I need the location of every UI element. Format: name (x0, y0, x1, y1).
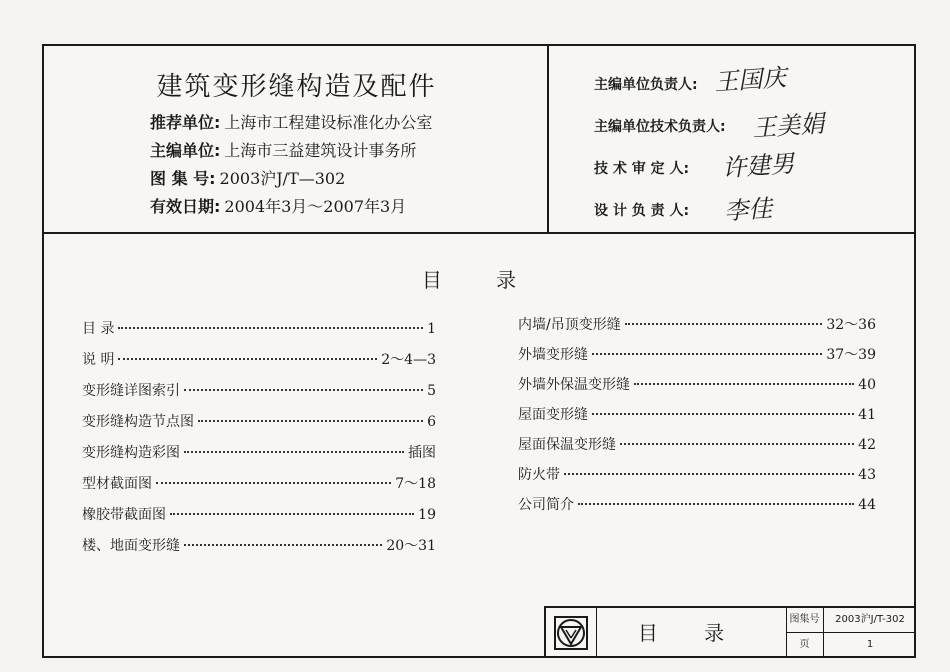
meta-recommending-unit (150, 110, 432, 133)
toc-entry-label: 橡胶带截面图 (82, 507, 166, 524)
toc-title: 目 录 (421, 268, 541, 292)
leader-dots (592, 338, 822, 355)
toc-entry[interactable] (82, 440, 436, 462)
header-divider (44, 232, 914, 234)
toc-entry-page: 1 (427, 321, 436, 338)
toc-entry[interactable] (82, 502, 436, 524)
page-label: 页 (786, 633, 824, 658)
leader-dots (592, 398, 854, 415)
toc-entry-page: 20～31 (386, 538, 436, 555)
leader-dots (156, 467, 391, 484)
signature-design-lead (594, 200, 689, 220)
meta-key: 推荐单位: (150, 113, 221, 132)
toc-entry[interactable] (518, 402, 876, 424)
document-title: 建筑变形缝构造及配件 (156, 72, 437, 102)
toc-entry-label: 变形缝构造彩图 (82, 445, 180, 462)
title-block-logo-cell (546, 608, 597, 658)
meta-atlas-number (150, 166, 345, 189)
toc-entry[interactable] (82, 347, 436, 369)
toc-entry-page: 37～39 (826, 347, 876, 364)
toc-entry-page: 32～36 (826, 317, 876, 334)
handwritten-signature: 王美娟 (751, 109, 826, 143)
toc-entry[interactable] (518, 492, 876, 514)
atlas-number-value: 2003沪J/T-302 (824, 608, 916, 633)
leader-dots (578, 488, 854, 505)
toc-entry-page: 6 (427, 414, 436, 431)
toc-entry-page: 40 (858, 377, 876, 394)
meta-value: 2003沪J/T—302 (219, 169, 346, 188)
toc-entry-page: 43 (858, 467, 876, 484)
toc-entry[interactable] (518, 342, 876, 364)
meta-key: 有效日期: (150, 197, 221, 216)
toc-entry-page: 7～18 (395, 476, 436, 493)
toc-entry[interactable] (518, 432, 876, 454)
leader-dots (184, 529, 382, 546)
toc-entry-label: 防火带 (518, 467, 560, 484)
handwritten-signature: 王国庆 (713, 63, 788, 97)
meta-key: 图 集 号: (150, 169, 216, 188)
toc-entry[interactable] (82, 471, 436, 493)
drawing-sheet (42, 44, 916, 658)
toc-entry-page: 5 (427, 383, 436, 400)
page-number: 1 (866, 639, 874, 650)
handwritten-signature: 李佳 (723, 194, 774, 226)
leader-dots (634, 368, 854, 385)
meta-valid-period (150, 194, 406, 217)
signature-role: 主编单位技术负责人: (594, 119, 726, 135)
title-block (544, 606, 916, 658)
leader-dots (170, 498, 414, 515)
toc-entry[interactable] (518, 462, 876, 484)
meta-key: 主编单位: (150, 141, 221, 160)
handwritten-signature: 许建男 (721, 149, 796, 183)
toc-entry-page: 2～4—3 (381, 352, 436, 369)
toc-entry[interactable] (518, 372, 876, 394)
leader-dots (184, 374, 423, 391)
leader-dots (198, 405, 423, 422)
atlas-number-label: 图集号 (786, 608, 824, 633)
toc-entry-label: 外墙变形缝 (518, 347, 588, 364)
signature-chief-unit-head (594, 74, 698, 94)
toc-entry[interactable] (82, 378, 436, 400)
signature-technical-head (594, 116, 726, 136)
leader-dots (625, 308, 823, 325)
meta-value: 上海市三益建筑设计事务所 (224, 141, 417, 160)
toc-entry-label: 屋面保温变形缝 (518, 437, 616, 454)
leader-dots (620, 428, 854, 445)
toc-entry-page: 42 (858, 437, 876, 454)
toc-entry-label: 型材截面图 (82, 476, 152, 493)
toc-entry-label: 变形缝详图索引 (82, 383, 180, 400)
toc-entry-label: 内墙/吊顶变形缝 (518, 317, 621, 334)
toc-entry-label: 屋面变形缝 (518, 407, 588, 424)
meta-value: 2004年3月～2007年3月 (224, 197, 407, 216)
title-block-grid (786, 608, 916, 658)
toc-entry-label: 目 录 (82, 321, 115, 338)
meta-editing-unit (150, 138, 416, 161)
toc-entry-page: 41 (858, 407, 876, 424)
toc-entry-label: 公司简介 (518, 497, 574, 514)
toc-entry[interactable] (82, 409, 436, 431)
signature-role: 设 计 负 责 人: (594, 203, 690, 219)
toc-entry-label: 变形缝构造节点图 (82, 414, 194, 431)
header-info-panel (44, 46, 549, 232)
toc-entry-page: 19 (418, 507, 436, 524)
title-block-name: 目 录 (596, 608, 787, 658)
leader-dots (564, 458, 854, 475)
toc-entry-label: 外墙外保温变形缝 (518, 377, 630, 394)
signature-role: 技 术 审 定 人: (594, 161, 690, 177)
meta-value: 上海市工程建设标准化办公室 (224, 113, 433, 132)
signature-role: 主编单位负责人: (594, 77, 698, 93)
toc-entry[interactable] (82, 533, 436, 555)
toc-entry-page: 插图 (408, 445, 436, 462)
toc-entry-label: 楼、地面变形缝 (82, 538, 180, 555)
leader-dots (118, 312, 423, 329)
leader-dots (118, 343, 377, 360)
triangle-in-circle-logo-icon (554, 616, 588, 650)
toc-entry[interactable] (518, 312, 876, 334)
toc-entry[interactable] (82, 316, 436, 338)
signature-technical-reviewer (594, 158, 689, 178)
toc-entry-label: 说 明 (82, 352, 115, 369)
toc-entry-page: 44 (858, 497, 876, 514)
leader-dots (184, 436, 404, 453)
